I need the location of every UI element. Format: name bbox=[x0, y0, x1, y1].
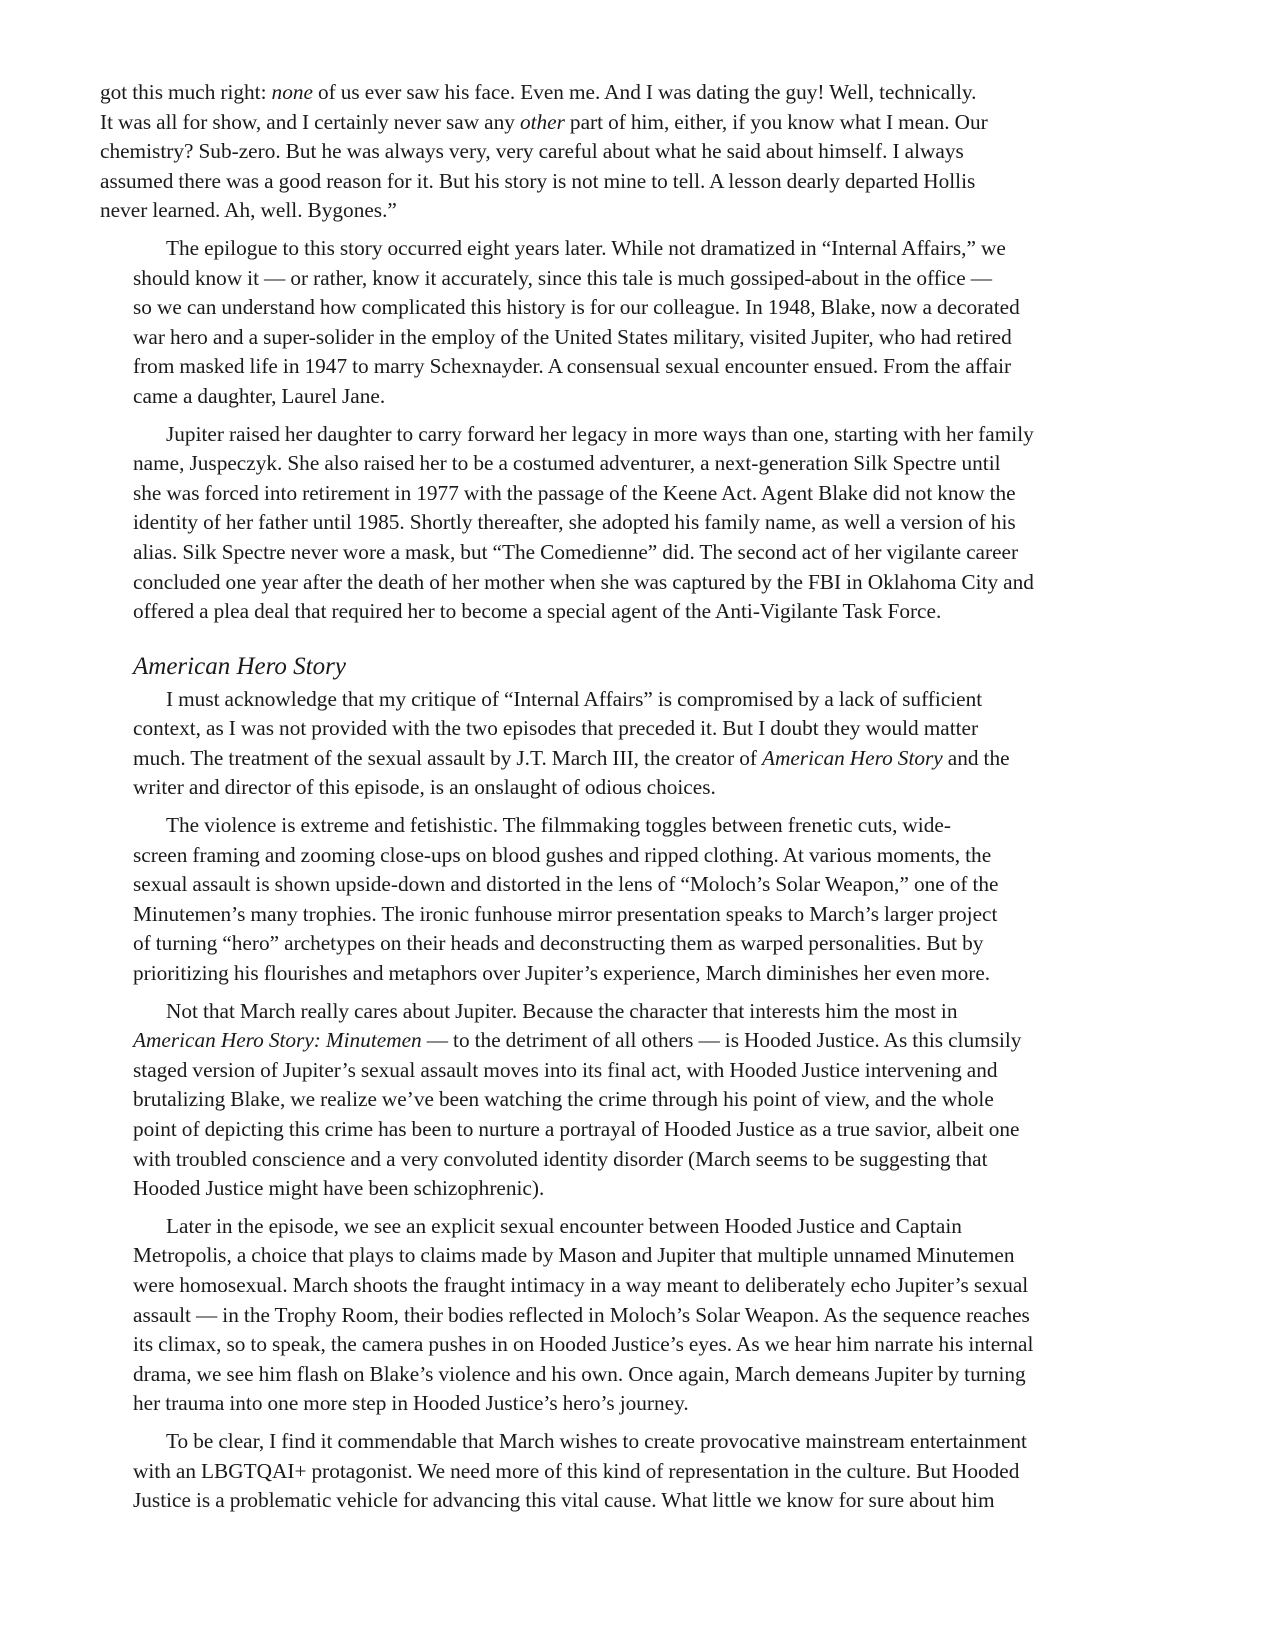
text-line: its climax, so to speak, the camera pushes in on Hooded Justice’s eyes. As we hear him narrate his internal bbox=[133, 1332, 1034, 1357]
text-line: American Hero Story: Minutemen — to the detriment of all others — is Hooded Justice. As this clumsily bbox=[133, 1028, 1022, 1053]
text-line: Jupiter raised her daughter to carry forward her legacy in more ways than one, starting with her family bbox=[166, 421, 1034, 446]
text-line: much. The treatment of the sexual assault by J.T. March III, the creator of American Hero Story and the bbox=[133, 745, 1010, 770]
paragraph-6 bbox=[100, 997, 1147, 1204]
text-line: got this much right: none of us ever saw his face. Even me. And I was dating the guy! Well, technically. bbox=[100, 80, 977, 104]
paragraph-5 bbox=[100, 811, 1147, 989]
paragraph-2 bbox=[100, 234, 1147, 412]
text-line: prioritizing his flourishes and metaphors over Jupiter’s experience, March diminishes her even more. bbox=[133, 961, 991, 986]
text-line: with an LBGTQAI+ protagonist. We need more of this kind of representation in the culture. But Hooded bbox=[133, 1458, 1020, 1483]
text-line: The epilogue to this story occurred eight years later. While not dramatized in “Internal Affairs,” we bbox=[166, 235, 1006, 260]
text-line: Hooded Justice might have been schizophrenic). bbox=[133, 1176, 545, 1201]
text-line: were homosexual. March shoots the fraught intimacy in a way meant to deliberately echo Jupiter’s sexual bbox=[133, 1272, 1029, 1297]
text-line: brutalizing Blake, we realize we’ve been watching the crime through his point of view, and the whole bbox=[133, 1087, 994, 1112]
text-line: came a daughter, Laurel Jane. bbox=[133, 383, 386, 408]
text-line: Justice is a problematic vehicle for advancing this vital cause. What little we know for sure about him bbox=[133, 1488, 995, 1513]
text-line: her trauma into one more step in Hooded Justice’s hero’s journey. bbox=[133, 1391, 689, 1416]
text-line: name, Juspeczyk. She also raised her to be a costumed adventurer, a next-generation Silk Spectre until bbox=[133, 451, 1001, 476]
text-line: Minutemen’s many trophies. The ironic funhouse mirror presentation speaks to March’s larger project bbox=[133, 901, 998, 926]
paragraph-3 bbox=[100, 420, 1147, 627]
text-line: To be clear, I find it commendable that March wishes to create provocative mainstream entertainment bbox=[166, 1428, 1027, 1453]
emphasis-text: other bbox=[519, 109, 565, 134]
text-line: Later in the episode, we see an explicit sexual encounter between Hooded Justice and Captain bbox=[166, 1213, 962, 1238]
text-line: never learned. Ah, well. Bygones.” bbox=[100, 198, 397, 223]
text-line: concluded one year after the death of her mother when she was captured by the FBI in Oklahoma City and bbox=[133, 569, 1034, 594]
text-line: so we can understand how complicated this history is for our colleague. In 1948, Blake, now a decorated bbox=[133, 295, 1020, 320]
paragraph-8 bbox=[100, 1427, 1147, 1516]
text-line: The violence is extreme and fetishistic. The filmmaking toggles between frenetic cuts, wide- bbox=[166, 813, 951, 838]
paragraph-1 bbox=[100, 78, 1147, 226]
text-line: It was all for show, and I certainly never saw any other part of him, either, if you know what I mean. Our bbox=[100, 109, 988, 134]
text-line: from masked life in 1947 to marry Schexnayder. A consensual sexual encounter ensued. From the affair bbox=[133, 354, 1012, 379]
text-line: sexual assault is shown upside-down and distorted in the lens of “Moloch’s Solar Weapon,” one of the bbox=[133, 872, 999, 897]
text-line: war hero and a super-solider in the employ of the United States military, visited Jupiter, who had retired bbox=[133, 324, 1012, 349]
text-line: writer and director of this episode, is an onslaught of odious choices. bbox=[133, 775, 716, 800]
text-line: staged version of Jupiter’s sexual assault moves into its final act, with Hooded Justice intervening and bbox=[133, 1057, 998, 1082]
text-line: identity of her father until 1985. Shortly thereafter, she adopted his family name, as well a version of his bbox=[133, 510, 1016, 535]
text-line: Metropolis, a choice that plays to claims made by Mason and Jupiter that multiple unnamed Minutemen bbox=[133, 1243, 1015, 1268]
text-line: with troubled conscience and a very convoluted identity disorder (March seems to be suggesting that bbox=[133, 1146, 988, 1171]
text-line: Not that March really cares about Jupiter. Because the character that interests him the most in bbox=[166, 998, 958, 1023]
text-line: should know it — or rather, know it accurately, since this tale is much gossiped-about in the office — bbox=[133, 265, 993, 290]
text-line: assumed there was a good reason for it. But his story is not mine to tell. A lesson dearly departed Hollis bbox=[100, 168, 976, 193]
text-line: offered a plea deal that required her to become a special agent of the Anti-Vigilante Task Force. bbox=[133, 599, 942, 624]
text-line: of turning “hero” archetypes on their heads and deconstructing them as warped personalities. But by bbox=[133, 931, 984, 956]
text-line: assault — in the Trophy Room, their bodies reflected in Moloch’s Solar Weapon. As the sequence reaches bbox=[133, 1302, 1030, 1327]
emphasis-text: none bbox=[271, 80, 313, 104]
text-line: alias. Silk Spectre never wore a mask, but “The Comedienne” did. The second act of her vigilante career bbox=[133, 539, 1019, 564]
paragraph-4 bbox=[100, 685, 1147, 803]
text-line: she was forced into retirement in 1977 with the passage of the Keene Act. Agent Blake did not know the bbox=[133, 480, 1016, 505]
section-heading: American Hero Story bbox=[133, 652, 346, 680]
text-line: drama, we see him flash on Blake’s violence and his own. Once again, March demeans Jupiter by turning bbox=[133, 1361, 1026, 1386]
text-line: I must acknowledge that my critique of “Internal Affairs” is compromised by a lack of sufficient bbox=[166, 686, 983, 711]
text-line: context, as I was not provided with the two episodes that preceded it. But I doubt they would matter bbox=[133, 716, 979, 741]
emphasis-text: American Hero Story: Minutemen bbox=[133, 1028, 422, 1053]
text-line: chemistry? Sub-zero. But he was always very, very careful about what he said about himself. I always bbox=[100, 139, 964, 164]
text-line: screen framing and zooming close-ups on blood gushes and ripped clothing. At various moments, the bbox=[133, 842, 992, 867]
emphasis-text: American Hero Story bbox=[761, 745, 943, 770]
text-line: point of depicting this crime has been to nurture a portrayal of Hooded Justice as a true savior, albeit one bbox=[133, 1117, 1020, 1141]
paragraph-7 bbox=[100, 1212, 1147, 1419]
